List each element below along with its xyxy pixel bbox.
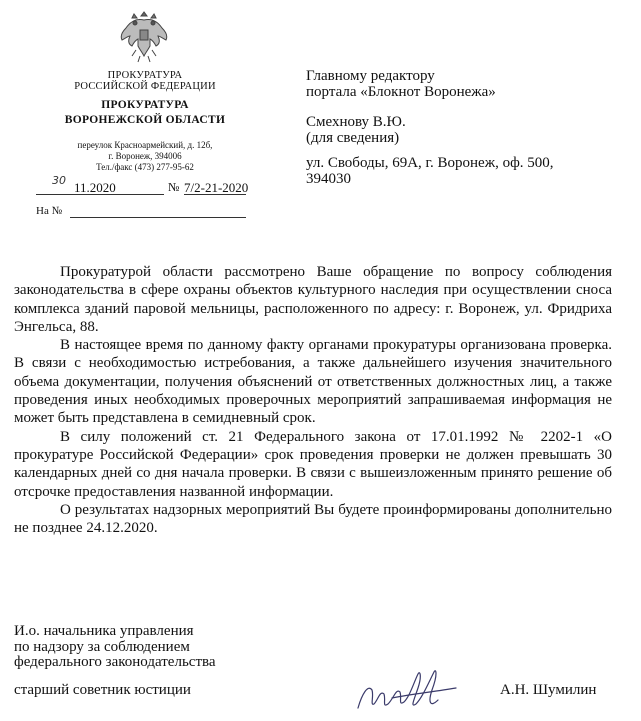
dept-line1: ПРОКУРАТУРА [101, 99, 189, 111]
addressee-line2: портала «Блокнот Воронежа» [306, 84, 496, 100]
ref-line [36, 204, 246, 220]
date-printed: 11.2020 [74, 180, 116, 195]
addressee-address2: 394030 [306, 171, 351, 187]
paragraph-2: В настоящее время по данному факту органами прокуратуры организована проверка. В связи с необходимостью истребования, а также дальнейшего изучения значительного объема документации, получения объяснений от ответственных должностных лиц, а также проведения иных необходимых проверочных мероприятий запрашиваемая информация не может быть представлена в семидневный срок. [14, 337, 612, 427]
letter-body [14, 263, 612, 537]
addressee-address1: ул. Свободы, 69А, г. Воронеж, оф. 500, [306, 155, 554, 171]
signer-name: А.Н. Шумилин [500, 682, 597, 698]
rank: старший советник юстиции [14, 682, 191, 698]
position-line3: федерального законодательства [14, 654, 216, 670]
paragraph-3: В силу положений ст. 21 Федерального закона от 17.01.1992 № 2202-1 «О прокуратуре Российской Федерации» срок проведения проверки не должен превышать 30 календарных дней со дня начала проверки. В связи с вышеизложенным принято решение об отсрочке предоставления названной информации. [14, 428, 612, 500]
position-line1: И.о. начальника управления [14, 623, 194, 639]
paragraph-4: О результатах надзорных мероприятий Вы будете проинформированы дополнительно не позднее 24.12.2020. [14, 501, 612, 537]
org-line2: РОССИЙСКОЙ ФЕДЕРАЦИИ [74, 81, 216, 92]
coat-of-arms-icon [116, 6, 172, 64]
address-line3: Тел./факс (473) 277-95-62 [96, 162, 194, 172]
paragraph-1: Прокуратурой области рассмотрено Ваше обращение по вопросу соблюдения законодательства в сфере охраны объектов культурного наследия при осуществлении сноса комплекса зданий паровой мельницы, расположенного по адресу: г. Воронеж, ул. Фридриха Энгельса, 88. [14, 264, 612, 335]
date-field [36, 174, 164, 195]
ref-blank [70, 204, 246, 218]
number-sign: № [168, 180, 180, 194]
addressee-note: (для сведения) [306, 130, 400, 146]
position-line2: по надзору за соблюдением [14, 639, 190, 655]
handwritten-signature-icon [352, 664, 462, 716]
address-line1: переулок Красноармейский, д. 12б, [77, 140, 213, 150]
number-field [184, 178, 249, 195]
date-handwritten: 30 [52, 174, 66, 187]
ref-label: На № [36, 205, 63, 217]
org-line1: ПРОКУРАТУРА [107, 70, 183, 81]
dept-line2: ВОРОНЕЖСКОЙ ОБЛАСТИ [64, 114, 226, 126]
registration-line [36, 174, 249, 196]
number-value: 7/2-21-2020 [184, 180, 249, 195]
addressee-line1: Главному редактору [306, 68, 435, 84]
addressee-name: Смехнову В.Ю. [306, 114, 406, 130]
address-line2: г. Воронеж, 394006 [108, 151, 182, 161]
